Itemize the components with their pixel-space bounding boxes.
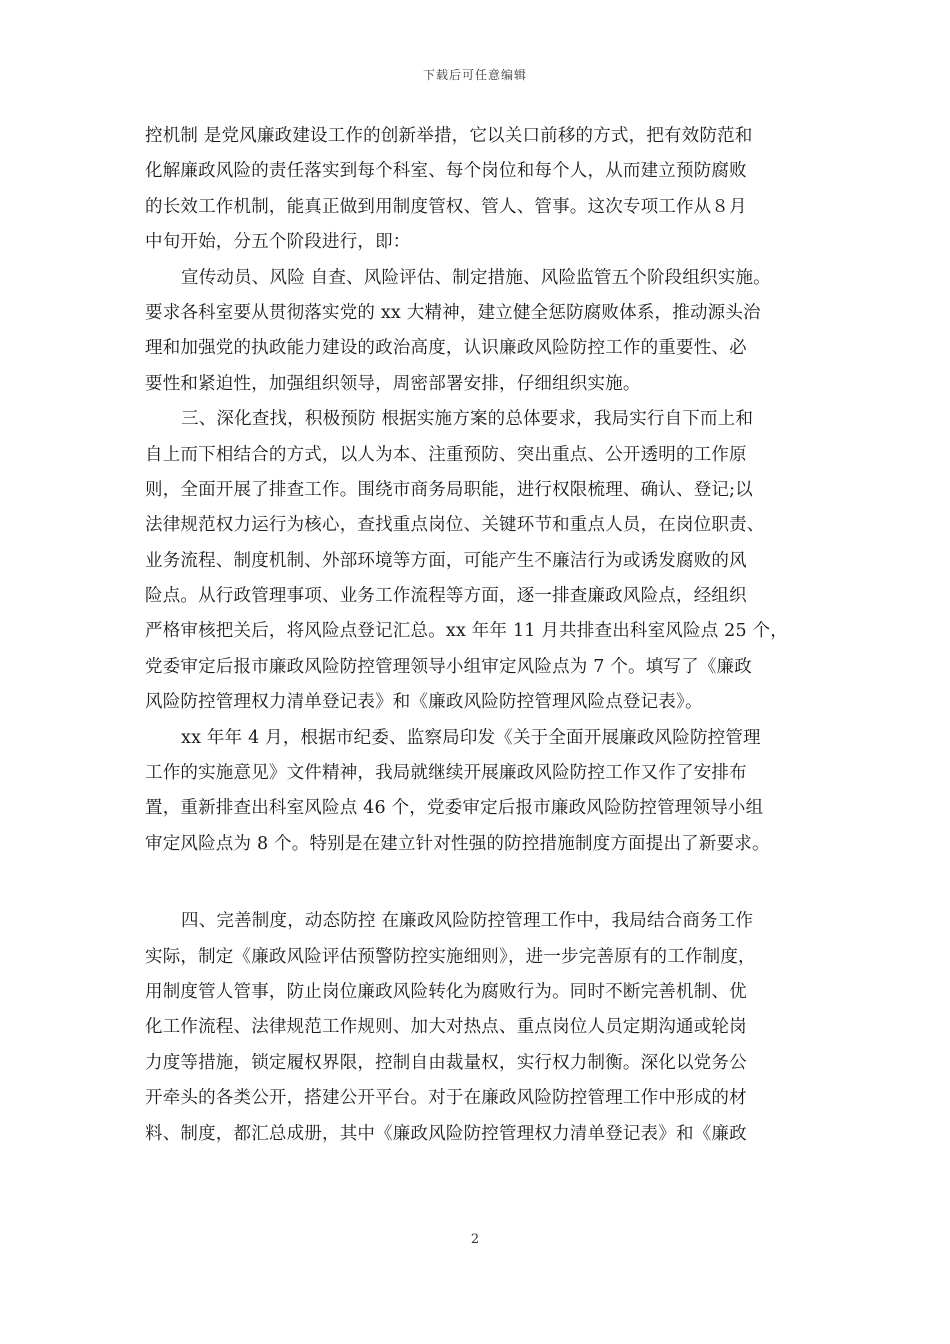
text-line: 力度等措施，锁定履权界限，控制自由裁量权，实行权力制衡。深化以党务公 [145, 1052, 747, 1073]
text-line: 化解廉政风险的责任落实到每个科室、每个岗位和每个人，从而建立预防腐败 [145, 161, 747, 182]
text-line: 工作的实施意见》文件精神，我局就继续开展廉政风险防控工作又作了安排布 [145, 763, 747, 784]
text-line: 风险防控管理权力清单登记表》和《廉政风险防控管理风险点登记表》。 [145, 692, 703, 713]
text-line: 料、制度，都汇总成册，其中《廉政风险防控管理权力清单登记表》和《廉政 [145, 1123, 747, 1144]
text-line: 业务流程、制度机制、外部环境等方面，可能产生不廉洁行为或诱发腐败的风 [145, 550, 747, 571]
text-line: 用制度管人管事，防止岗位廉政风险转化为腐败行为。同时不断完善机制、优 [145, 981, 747, 1002]
text-line: 理和加强党的执政能力建设的政治高度，认识廉政风险防控工作的重要性、必 [145, 338, 747, 359]
page-number: 2 [470, 1232, 480, 1247]
paragraph-gap [145, 862, 805, 904]
text-line: 审定风险点为 8 个。特别是在建立针对性强的防控措施制度方面提出了新要求。 [145, 833, 770, 854]
text-line: 要求各科室要从贯彻落实党的 xx 大精神，建立健全惩防腐败体系，推动源头治 [145, 302, 761, 323]
text-line: 开牵头的各类公开，搭建公开平台。对于在廉政风险防控管理工作中形成的材 [145, 1088, 747, 1109]
paragraph-start-line: 宣传动员、风险 自查、风险评估、制定措施、风险监管五个阶段组织实施。 [181, 267, 771, 288]
text-line: 法律规范权力运行为核心，查找重点岗位、关键环节和重点人员，在岗位职责、 [145, 515, 765, 536]
text-line: 中旬开始，分五个阶段进行，即： [145, 232, 411, 253]
text-line: 实际，制定《廉政风险评估预警防控实施细则》，进一步完善原有的工作制度， [145, 946, 756, 967]
text-line: 化工作流程、法律规范工作规则、加大对热点、重点岗位人员定期沟通或轮岗 [145, 1017, 747, 1038]
paragraph-start-line: xx 年年 4 月，根据市纪委、监察局印发《关于全面开展廉政风险防控管理 [181, 727, 761, 748]
document-body [145, 119, 805, 1152]
header-note: 下载后可任意编辑 [422, 68, 527, 82]
text-line: 党委审定后报市廉政风险防控管理领导小组审定风险点为 7 个。填写了《廉政 [145, 656, 752, 677]
text-line: 自上而下相结合的方式，以人为本、注重预防、突出重点、公开透明的工作原 [145, 444, 747, 465]
section-heading-line: 三、深化查找，积极预防 根据实施方案的总体要求，我局实行自下而上和 [181, 409, 754, 430]
text-line: 则，全面开展了排查工作。围绕市商务局职能，进行权限梳理、确认、登记;以 [145, 479, 753, 500]
text-line: 要性和紧迫性，加强组织领导，周密部署安排，仔细组织实施。 [145, 373, 641, 394]
text-line: 严格审核把关后，将风险点登记汇总。xx 年年 11 月共排查出科室风险点 25 个， [145, 621, 788, 642]
text-line: 控机制 是党风廉政建设工作的创新举措，它以关口前移的方式，把有效防范和 [145, 126, 753, 146]
text-line: 险点。从行政管理事项、业务工作流程等方面，逐一排查廉政风险点，经组织 [145, 586, 747, 607]
text-line: 的长效工作机制，能真正做到用制度管权、管人、管事。这次专项工作从８月 [145, 196, 747, 217]
section-heading-line: 四、完善制度，动态防控 在廉政风险防控管理工作中，我局结合商务工作 [181, 911, 754, 932]
text-line: 置，重新排查出科室风险点 46 个，党委审定后报市廉政风险防控管理领导小组 [145, 798, 764, 819]
